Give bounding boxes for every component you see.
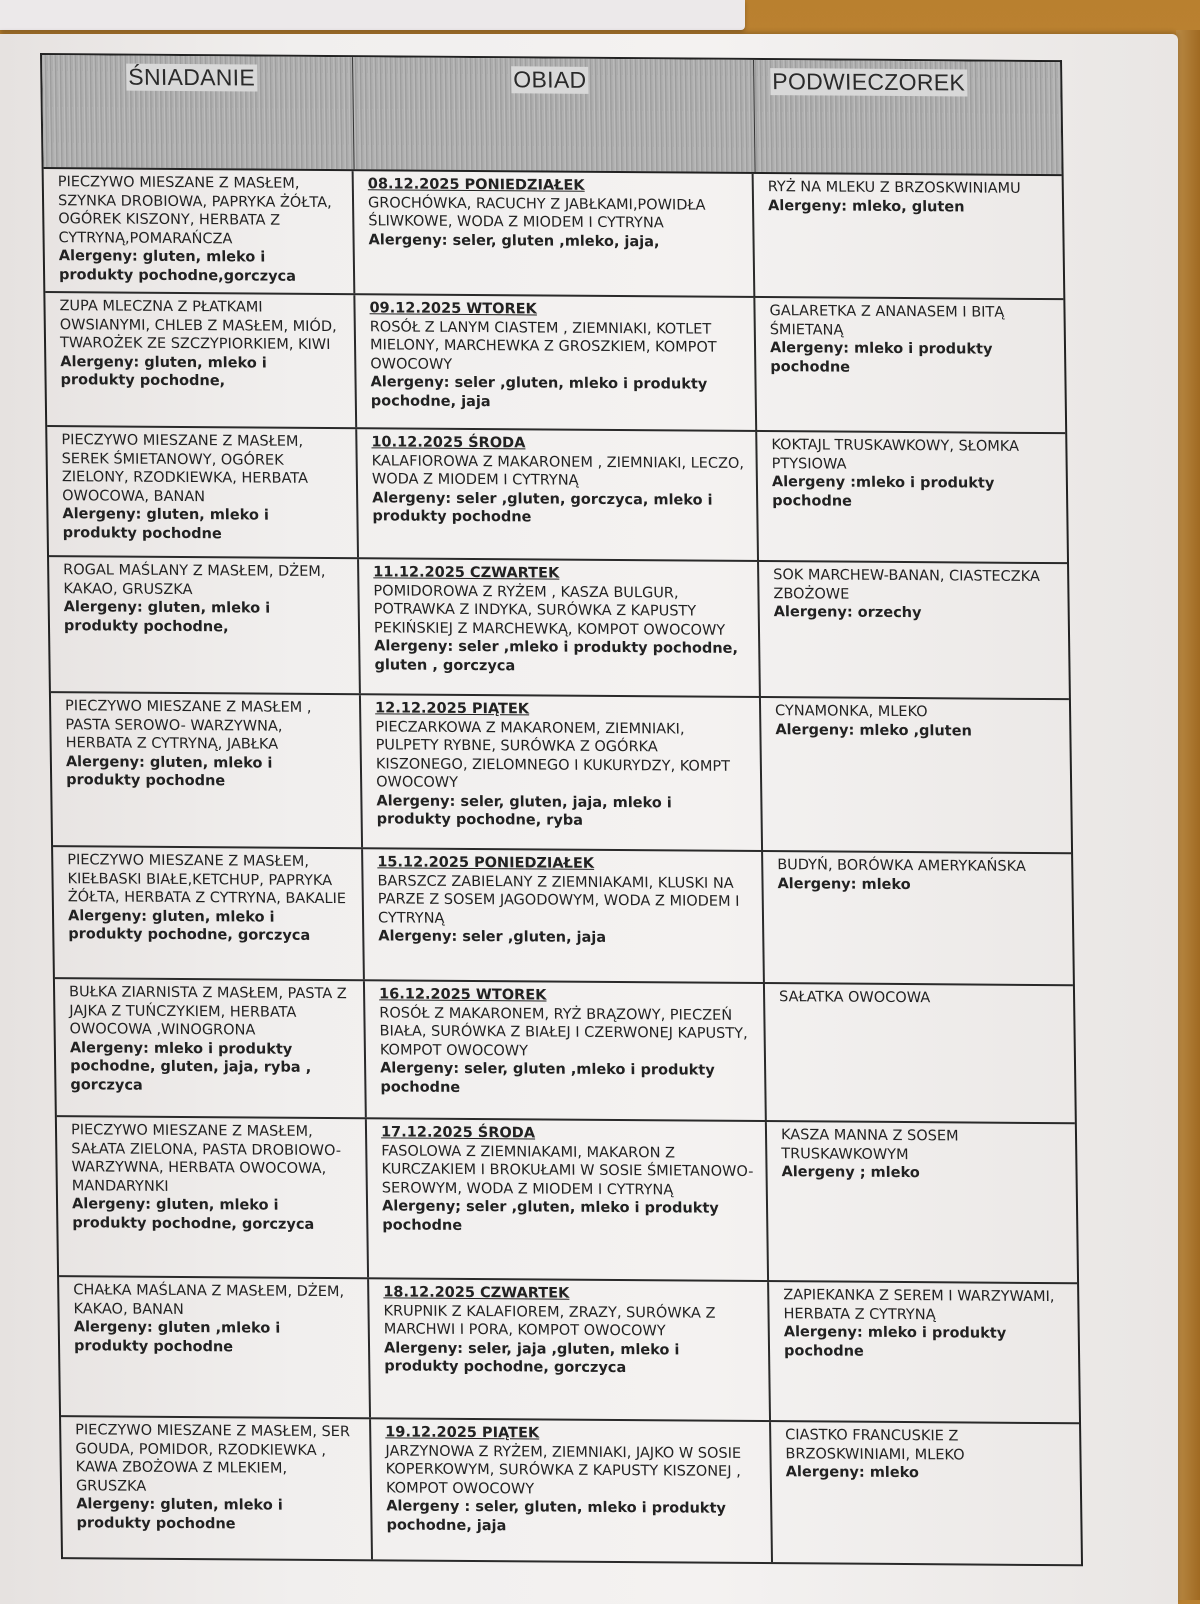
menu-row [44,169,1064,300]
cell-snack [767,1122,1077,1282]
cell-breakfast [47,427,359,557]
lunch-date: 17.12.2025 ŚRODA [380,1124,536,1142]
cell-lunch [355,295,757,430]
lunch-dish: POMIDOROWA Z RYŻEM , KASZA BULGUR, POTRAWKA Z INDYKA, SURÓWKA Z KAPUSTY PEKIŃSKIEJ Z MARCHEWKĄ, KOMPOT OWOCOWY [373,582,726,639]
snack-allergens: Alergeny :mleko i produkty pochodne [771,474,995,510]
lunch-allergens: Alergeny: seler ,gluten, jaja [378,928,607,946]
breakfast-dish: ZUPA MLECZNA Z PŁATKAMI OWSIANYMI, CHLEB Z MASŁEM, MIÓD, TWAROŻEK ZE SZCZYPIORKIEM, KIWI [59,298,337,354]
breakfast-allergens: Alergeny: gluten, mleko i produkty pochodne, gorczyca [71,1196,315,1233]
snack-dish: RYŻ NA MLEKU Z BRZOSKWINIAMU [767,179,1021,197]
lunch-date: 15.12.2025 PONIEDZIAŁEK [377,854,595,872]
lunch-dish: ROSÓŁ Z MAKARONEM, RYŻ BRĄZOWY, PIECZEŃ BIAŁA, SURÓWKA Z BIAŁEJ I CZERWONEJ KAPUSTY, KOMPOT OWOCOWY [379,1004,748,1059]
lunch-date: 12.12.2025 PIĄTEK [375,700,530,718]
lunch-allergens: Alergeny: seler ,gluten, gorczyca, mleko i produkty pochodne [372,489,713,526]
menu-row [59,1277,1079,1424]
lunch-allergens: Alergeny: seler ,gluten, mleko i produkty pochodne, jaja [370,374,708,410]
breakfast-dish: PIECZYWO MIESZANE Z MASŁEM, SAŁATA ZIELONA, PASTA DROBIOWO- WARZYWNA, HERBATA OWOCOWA, MANDARYNKI [70,1122,342,1195]
snack-allergens: Alergeny: mleko [785,1464,920,1482]
breakfast-allergens: Alergeny: gluten, mleko i produkty pochodne [62,506,270,542]
menu-row [45,293,1065,434]
breakfast-allergens: Alergeny: gluten, mleko i produkty pochodne, gorczyca [67,907,311,944]
cell-lunch [363,849,765,982]
lunch-date: 09.12.2025 WTOREK [369,300,537,318]
cell-snack [761,698,1071,852]
snack-dish: KOKTAJL TRUSKAWKOWY, SŁOMKA PTYSIOWA [771,437,1020,473]
breakfast-dish: PIECZYWO MIESZANE Z MASŁEM, SZYNKA DROBIOWA, PAPRYKA ŻÓŁTA, OGÓREK KISZONY, HERBATA Z CYTRYNĄ,POMARAŃCZA [57,174,332,247]
cell-snack [763,852,1073,984]
cell-snack [755,298,1065,432]
snack-allergens: Alergeny: mleko ,gluten [775,721,972,740]
menu-row [51,693,1071,854]
snack-allergens: Alergeny: mleko [777,875,911,893]
wooden-surface [1176,30,1200,1600]
breakfast-allergens: Alergeny: gluten, mleko i produkty pochodne [76,1496,283,1532]
header-breakfast: ŚNIADANIE [126,64,257,92]
breakfast-allergens: Alergeny: gluten ,mleko i produkty pochodne [73,1319,281,1355]
cell-lunch [371,1419,773,1562]
breakfast-allergens: Alergeny: gluten, mleko i produkty pochodne, [60,353,267,390]
snack-dish: BUDYŃ, BORÓWKA AMERYKAŃSKA [777,857,1026,875]
snack-dish: CIASTKO FRANCUSKIE Z BRZOSKWINIAMI, MLEKO [785,1427,965,1463]
lunch-dish: KRUPNIK Z KALAFIOREM, ZRAZY, SURÓWKA Z MARCHWI I PORA, KOMPOT OWOCOWY [383,1302,716,1340]
lunch-allergens: Alergeny; seler ,gluten, mleko i produkty pochodne [381,1198,719,1234]
cell-snack [765,984,1075,1122]
lunch-dish: GROCHÓWKA, RACUCHY Z JABŁKAMI,POWIDŁA ŚLIWKOWE, WODA Z MIODEM I CYTRYNA [367,194,706,232]
menu-row [57,1117,1077,1284]
breakfast-dish: PIECZYWO MIESZANE Z MASŁEM, SER GOUDA, POMIDOR, RZODKIEWKA , KAWA ZBOŻOWA Z MLEKIEM, GRUSZKA [75,1422,351,1495]
menu-row [49,557,1069,700]
snack-dish: GALARETKA Z ANANASEM I BITĄ ŚMIETANĄ [769,303,1005,339]
cell-lunch [361,695,763,850]
lunch-allergens: Alergeny: seler, gluten ,mleko i produkty pochodne [380,1060,715,1096]
cell-breakfast [61,1417,373,1559]
cell-lunch [367,1119,769,1280]
background-paper-sheet [0,0,745,30]
lunch-date: 08.12.2025 PONIEDZIAŁEK [367,176,585,194]
menu-row [61,1417,1081,1566]
menu-table [40,53,1083,1566]
snack-allergens: Alergeny: mleko i produkty pochodne [783,1324,1007,1360]
lunch-dish: PIECZARKOWA Z MAKARONEM, ZIEMNIAKI, PULPETY RYBNE, SURÓWKA Z OGÓRKA KISZONEGO, ZIELOMNEGO I KUKURYDZY, KOMPT OWOCOWY [375,718,731,791]
cell-breakfast [53,847,365,979]
snack-allergens: Alergeny: mleko i produkty pochodne [769,340,993,376]
cell-snack [759,562,1069,698]
breakfast-dish: PIECZYWO MIESZANE Z MASŁEM, KIEŁBASKI BIAŁE,KETCHUP, PAPRYKA ŻÓŁTA, HERBATA Z CYTRYNA, BAKALIE [67,852,347,908]
cell-lunch [369,1279,771,1420]
breakfast-dish: CHAŁKA MAŚLANA Z MASŁEM, DŻEM, KAKAO, BANAN [73,1282,345,1318]
table-header [42,55,1062,176]
cell-breakfast [59,1277,371,1417]
cell-lunch [354,171,756,296]
breakfast-dish: PIECZYWO MIESZANE Z MASŁEM , PASTA SEROWO- WARZYWNA, HERBATA Z CYTRYNĄ, JABŁKA [65,698,312,753]
cell-breakfast [44,169,356,293]
cell-snack [754,174,1064,298]
lunch-date: 10.12.2025 ŚRODA [371,434,526,452]
header-snack: PODWIECZOREK [770,68,967,96]
cell-breakfast [45,293,357,427]
cell-breakfast [51,693,363,847]
breakfast-dish: ROGAL MAŚLANY Z MASŁEM, DŻEM, KAKAO, GRUSZKA [63,562,326,598]
header-cell-lunch [353,57,756,172]
lunch-allergens: Alergeny: seler, gluten, jaja, mleko i produkty pochodne, ryba [376,792,672,829]
breakfast-dish: PIECZYWO MIESZANE Z MASŁEM, SEREK ŚMIETANOWY, OGÓREK ZIELONY, RZODKIEWKA, HERBATA OWOCOWA, BANAN [61,432,309,505]
snack-dish: CYNAMONKA, MLEKO [775,703,928,721]
lunch-date: 11.12.2025 CZWARTEK [373,564,560,582]
lunch-date: 16.12.2025 WTOREK [379,986,547,1004]
cell-snack [757,432,1067,562]
lunch-dish: BARSZCZ ZABIELANY Z ZIEMNIAKAMI, KLUSKI NA PARZE Z SOSEM JAGODOWYM, WODA Z MIODEM I CYTRYNĄ [377,872,740,927]
cell-snack [769,1282,1079,1422]
lunch-allergens: Alergeny : seler, gluten, mleko i produkty pochodne, jaja [386,1498,727,1534]
cell-breakfast [49,557,361,693]
menu-row [53,847,1073,986]
snack-allergens: Alergeny: orzechy [773,604,922,622]
breakfast-allergens: Alergeny: gluten, mleko i produkty pochodne, [63,599,271,635]
lunch-allergens: Alergeny: seler, gluten ,mleko, jaja, [368,231,660,250]
lunch-date: 19.12.2025 PIĄTEK [385,1424,540,1442]
lunch-dish: FASOLOWA Z ZIEMNIAKAMI, MAKARON Z KURCZAKIEM I BROKUŁAMI W SOSIE ŚMIETANOWO- SEROWYM, WODA Z MIODEM I CYTRYNĄ [381,1142,754,1198]
snack-allergens: Alergeny ; mleko [781,1164,920,1182]
snack-dish: ZAPIEKANKA Z SEREM I WARZYWAMI, HERBATA Z CYTRYNĄ [783,1287,1055,1323]
lunch-allergens: Alergeny: seler ,mleko i produkty pochodne, gluten , gorczyca [374,638,739,674]
cell-breakfast [57,1117,369,1277]
snack-dish: SOK MARCHEW-BANAN, CIASTECZKA ZBOŻOWE [773,567,1040,603]
cell-breakfast [55,979,367,1117]
lunch-allergens: Alergeny: seler, jaja ,gluten, mleko i produkty pochodne, gorczyca [383,1339,680,1377]
menu-rows [44,169,1081,1566]
breakfast-allergens: Alergeny: mleko i produkty pochodne, gluten, jaja, ryba , gorczyca [69,1039,312,1094]
header-lunch: OBIAD [511,66,588,94]
cell-snack [771,1422,1081,1564]
snack-dish: SAŁATKA OWOCOWA [779,989,931,1007]
snack-allergens: Alergeny: mleko, gluten [767,197,965,215]
lunch-date: 18.12.2025 CZWARTEK [383,1284,570,1302]
header-cell-snack [754,60,1062,174]
breakfast-dish: BUŁKA ZIARNISTA Z MASŁEM, PASTA Z JAJKA Z TUŃCZYKIEM, HERBATA OWOCOWA ,WINOGRONA [69,984,347,1039]
breakfast-allergens: Alergeny: gluten, mleko i produkty pochodne [65,753,273,790]
cell-lunch [359,559,761,696]
lunch-dish: ROSÓŁ Z LANYM CIASTEM , ZIEMNIAKI, KOTLET MIELONY, MARCHEWKA Z GROSZKIEM, KOMPOT OWOCOWY [369,318,717,373]
breakfast-allergens: Alergeny: gluten, mleko i produkty pochodne,gorczyca [58,248,297,285]
lunch-dish: JARZYNOWA Z RYŻEM, ZIEMNIAKI, JAJKO W SOSIE KOPERKOWYM, SURÓWKA Z KAPUSTY KISZONEJ , KOMPOT OWOCOWY [385,1442,742,1497]
header-cell-breakfast [42,55,355,169]
snack-dish: KASZA MANNA Z SOSEM TRUSKAWKOWYM [780,1127,959,1163]
menu-row [47,427,1067,564]
cell-lunch [357,429,759,560]
cell-lunch [365,981,767,1120]
menu-row [55,979,1075,1124]
lunch-dish: KALAFIOROWA Z MAKARONEM , ZIEMNIAKI, LECZO, WODA Z MIODEM I CYTRYNĄ [371,452,745,489]
